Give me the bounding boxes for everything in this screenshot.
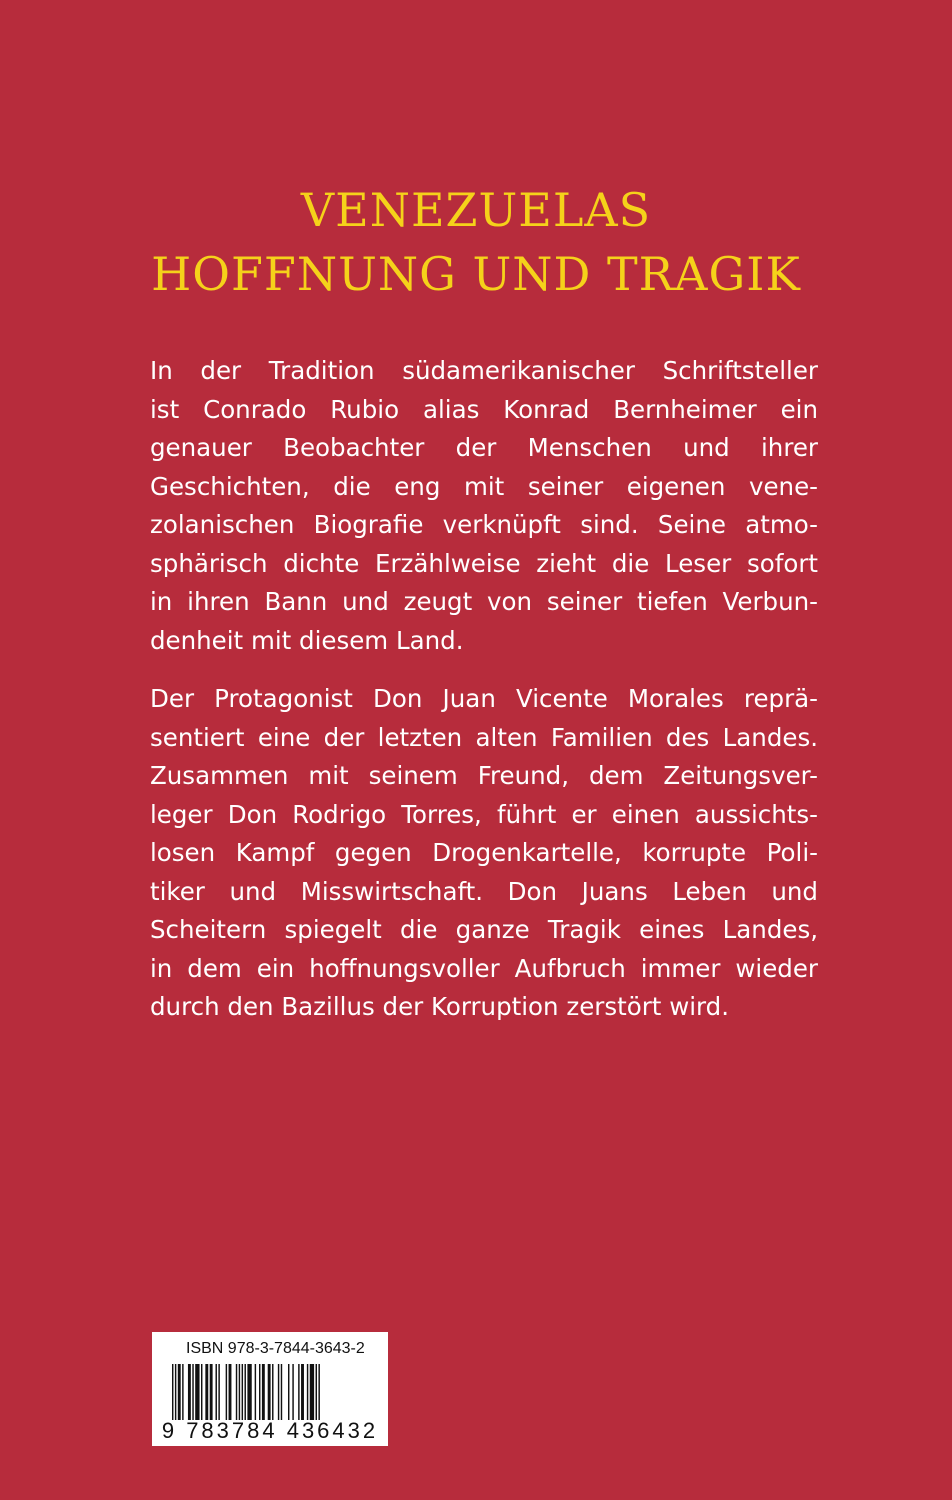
text-line: in dem ein hoffnungsvoller Aufbruch immer wieder: [150, 953, 818, 983]
text-line: In der Tradition südamerikanischer Schriftsteller: [150, 356, 818, 385]
text-line: denheit mit diesem Land.: [150, 625, 464, 655]
barcode-label: [152, 1332, 388, 1446]
barcode-bar: [201, 1364, 202, 1420]
barcode-bar: [288, 1364, 289, 1420]
text-line: in ihren Bann und zeugt von seiner tiefen Verbun-: [150, 587, 818, 616]
barcode-bar: [259, 1364, 260, 1420]
text-line: tiker und Misswirtschaft. Don Juans Leben und: [150, 876, 818, 906]
barcode-bar: [182, 1364, 183, 1420]
barcode-bar: [272, 1364, 273, 1420]
blurb-paragraph-2: [150, 680, 818, 1027]
text-line: zolanischen Biografie verknüpft sind. Seine atmo-: [150, 510, 818, 539]
barcode-bar: [245, 1364, 246, 1420]
barcode-bar: [205, 1364, 208, 1420]
barcode-bar: [268, 1364, 271, 1420]
barcode-bar: [281, 1364, 282, 1420]
text-line: losen Kampf gegen Drogenkartelle, korrupte Poli-: [150, 838, 818, 867]
barcode-bar: [247, 1364, 251, 1420]
barcode-bar: [195, 1364, 199, 1420]
text-line: sphärisch dichte Erzählweise zieht die Leser sofort: [150, 548, 818, 578]
barcode-bar: [229, 1364, 232, 1420]
text-line: leger Don Rodrigo Torres, führt er einen aussichts-: [150, 799, 818, 829]
barcode-bar: [216, 1364, 217, 1420]
book-title: [0, 178, 952, 306]
barcode-bar: [239, 1364, 240, 1420]
text-line: durch den Bazillus der Korruption zerstört wird.: [150, 992, 730, 1021]
barcode-bar: [292, 1364, 293, 1420]
text-line: Scheitern spiegelt die ganze Tragik eines Landes,: [150, 915, 818, 944]
barcode-bar: [301, 1364, 304, 1420]
barcode-bar: [172, 1364, 173, 1420]
text-line: Zusammen mit seinem Freund, dem Zeitungsver-: [150, 761, 818, 790]
barcode-bar: [178, 1364, 181, 1420]
barcode-bar: [262, 1364, 265, 1420]
blurb-paragraph-1: [150, 352, 818, 660]
barcode-digits: 9 783784 436432: [161, 1418, 379, 1443]
barcode-bar: [226, 1364, 227, 1420]
title-line-2: HOFFNUNG UND TRAGIK: [151, 247, 801, 301]
barcode-bar: [278, 1364, 279, 1420]
isbn-number: ISBN 978-3-7844-3643-2: [186, 1340, 365, 1357]
barcode-bar: [307, 1364, 308, 1420]
barcode-bar: [210, 1364, 213, 1420]
text-line: Geschichten, die eng mit seiner eigenen vene-: [150, 471, 818, 501]
barcode-bar: [298, 1364, 299, 1420]
barcode-bar: [218, 1364, 219, 1420]
barcode-bar: [316, 1364, 317, 1420]
barcode-bar: [310, 1364, 314, 1420]
blurb-text: [150, 352, 818, 1047]
barcode-bar: [242, 1364, 243, 1420]
text-line: Der Protagonist Don Juan Vicente Morales reprä-: [150, 684, 818, 713]
text-line: genauer Beobachter der Menschen und ihrer: [150, 433, 818, 462]
barcode-bar: [175, 1364, 176, 1420]
text-line: sentiert eine der letzten alten Familien des Landes.: [150, 722, 818, 752]
title-line-1: VENEZUELAS: [300, 183, 652, 237]
barcode-bar: [318, 1364, 319, 1420]
barcode-bar: [255, 1364, 256, 1420]
barcode-bar: [188, 1364, 191, 1420]
text-line: ist Conrado Rubio alias Konrad Bernheimer ein: [150, 394, 818, 424]
barcode-bar: [192, 1364, 193, 1420]
barcode-bar: [236, 1364, 237, 1420]
